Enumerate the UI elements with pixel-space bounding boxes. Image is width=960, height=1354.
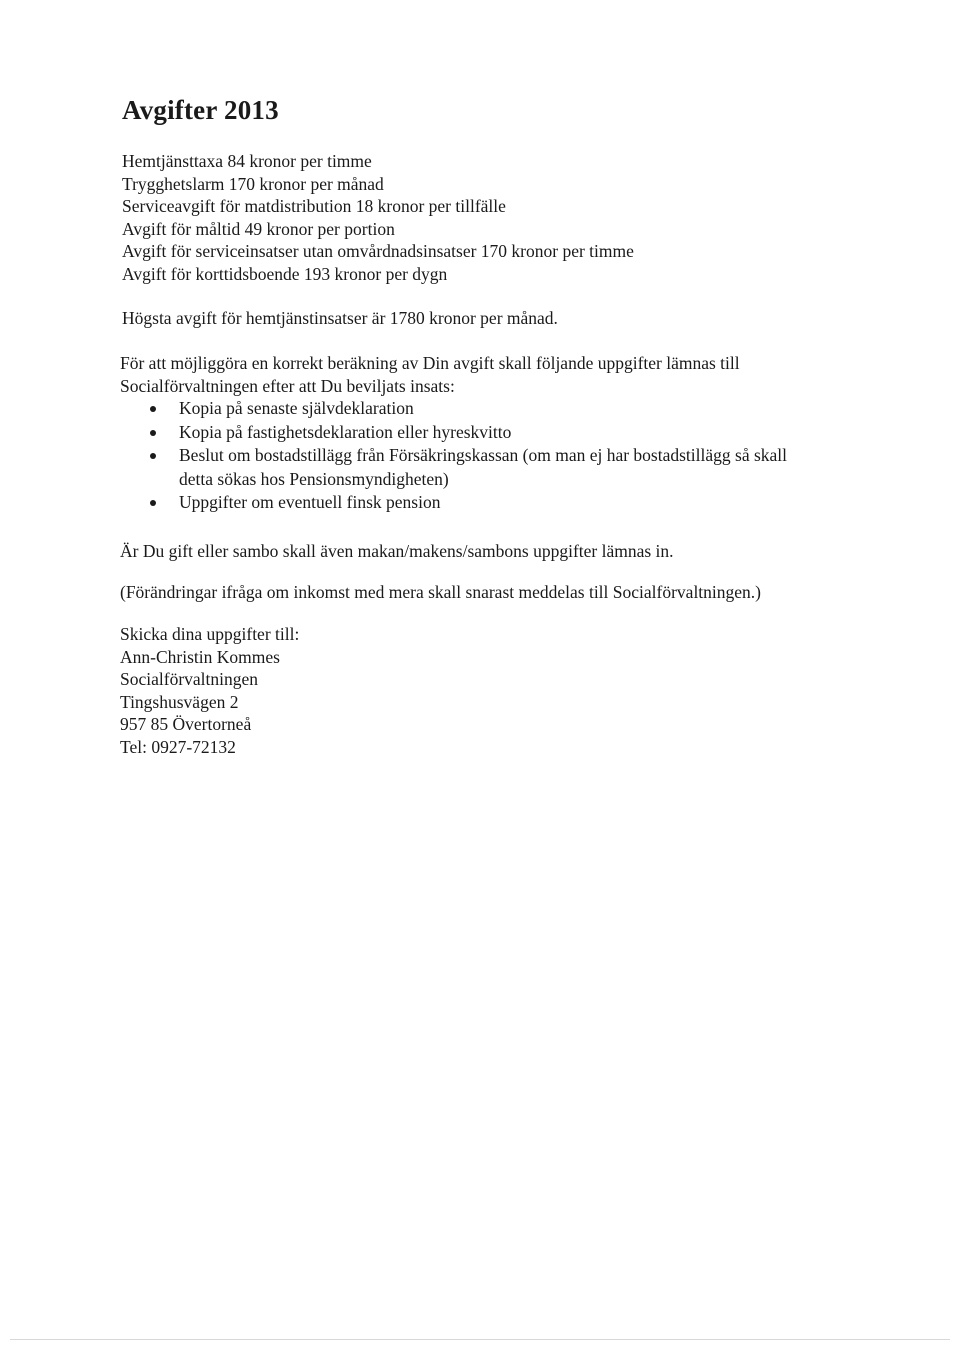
scan-edge-line (10, 1339, 950, 1340)
fee-line: Avgift för serviceinsatser utan omvårdnadsinsatser 170 kronor per timme (122, 241, 634, 261)
list-item-text: detta sökas hos Pensionsmyndigheten) (179, 468, 449, 489)
contact-street: Tingshusvägen 2 (120, 691, 239, 712)
bullet-icon (150, 406, 156, 412)
fee-line: Avgift för måltid 49 kronor per portion (122, 218, 395, 239)
changes-note: (Förändringar ifråga om inkomst med mera skall snarast meddelas till Socialförvaltningen.) (120, 582, 762, 602)
max-fee-paragraph: Högsta avgift för hemtjänstinsatser är 1780 kronor per månad. (122, 308, 558, 328)
intro-line: För att möjliggöra en korrekt beräkning av Din avgift skall följande uppgifter lämnas till (120, 353, 740, 373)
contact-postal: 957 85 Övertorneå (120, 714, 252, 734)
list-item (150, 397, 787, 421)
intro-line: Socialförvaltningen efter att Du beviljats insats: (120, 375, 455, 396)
bullet-icon (150, 430, 156, 436)
list-item-text: Kopia på fastighetsdeklaration eller hyreskvitto (179, 421, 512, 442)
page-title: Avgifter 2013 (122, 95, 279, 125)
fee-line: Hemtjänsttaxa 84 kronor per timme (122, 151, 372, 171)
fee-line: Trygghetslarm 170 kronor per månad (122, 173, 384, 194)
required-documents-list (150, 397, 787, 515)
bullet-icon (150, 453, 156, 459)
fee-line: Serviceavgift för matdistribution 18 kronor per tillfälle (122, 196, 506, 216)
list-item-text: Uppgifter om eventuell finsk pension (179, 492, 441, 512)
intro-paragraph (120, 352, 740, 397)
contact-heading: Skicka dina uppgifter till: (120, 624, 300, 644)
list-item (150, 491, 787, 515)
list-item-text: Beslut om bostadstillägg från Försäkringskassan (om man ej har bostadstillägg så skall (179, 445, 788, 465)
fee-line: Avgift för korttidsboende 193 kronor per dygn (122, 263, 448, 284)
contact-address (120, 623, 299, 758)
bullet-icon (150, 500, 156, 506)
contact-name: Ann-Christin Kommes (120, 646, 280, 667)
contact-department: Socialförvaltningen (120, 669, 259, 689)
list-item (150, 444, 787, 491)
list-item-text: Kopia på senaste självdeklaration (179, 398, 414, 418)
list-item (150, 421, 787, 445)
fee-list (122, 150, 634, 285)
spouse-note: Är Du gift eller sambo skall även makan/makens/sambons uppgifter lämnas in. (120, 541, 674, 561)
contact-phone: Tel: 0927-72132 (120, 736, 236, 757)
